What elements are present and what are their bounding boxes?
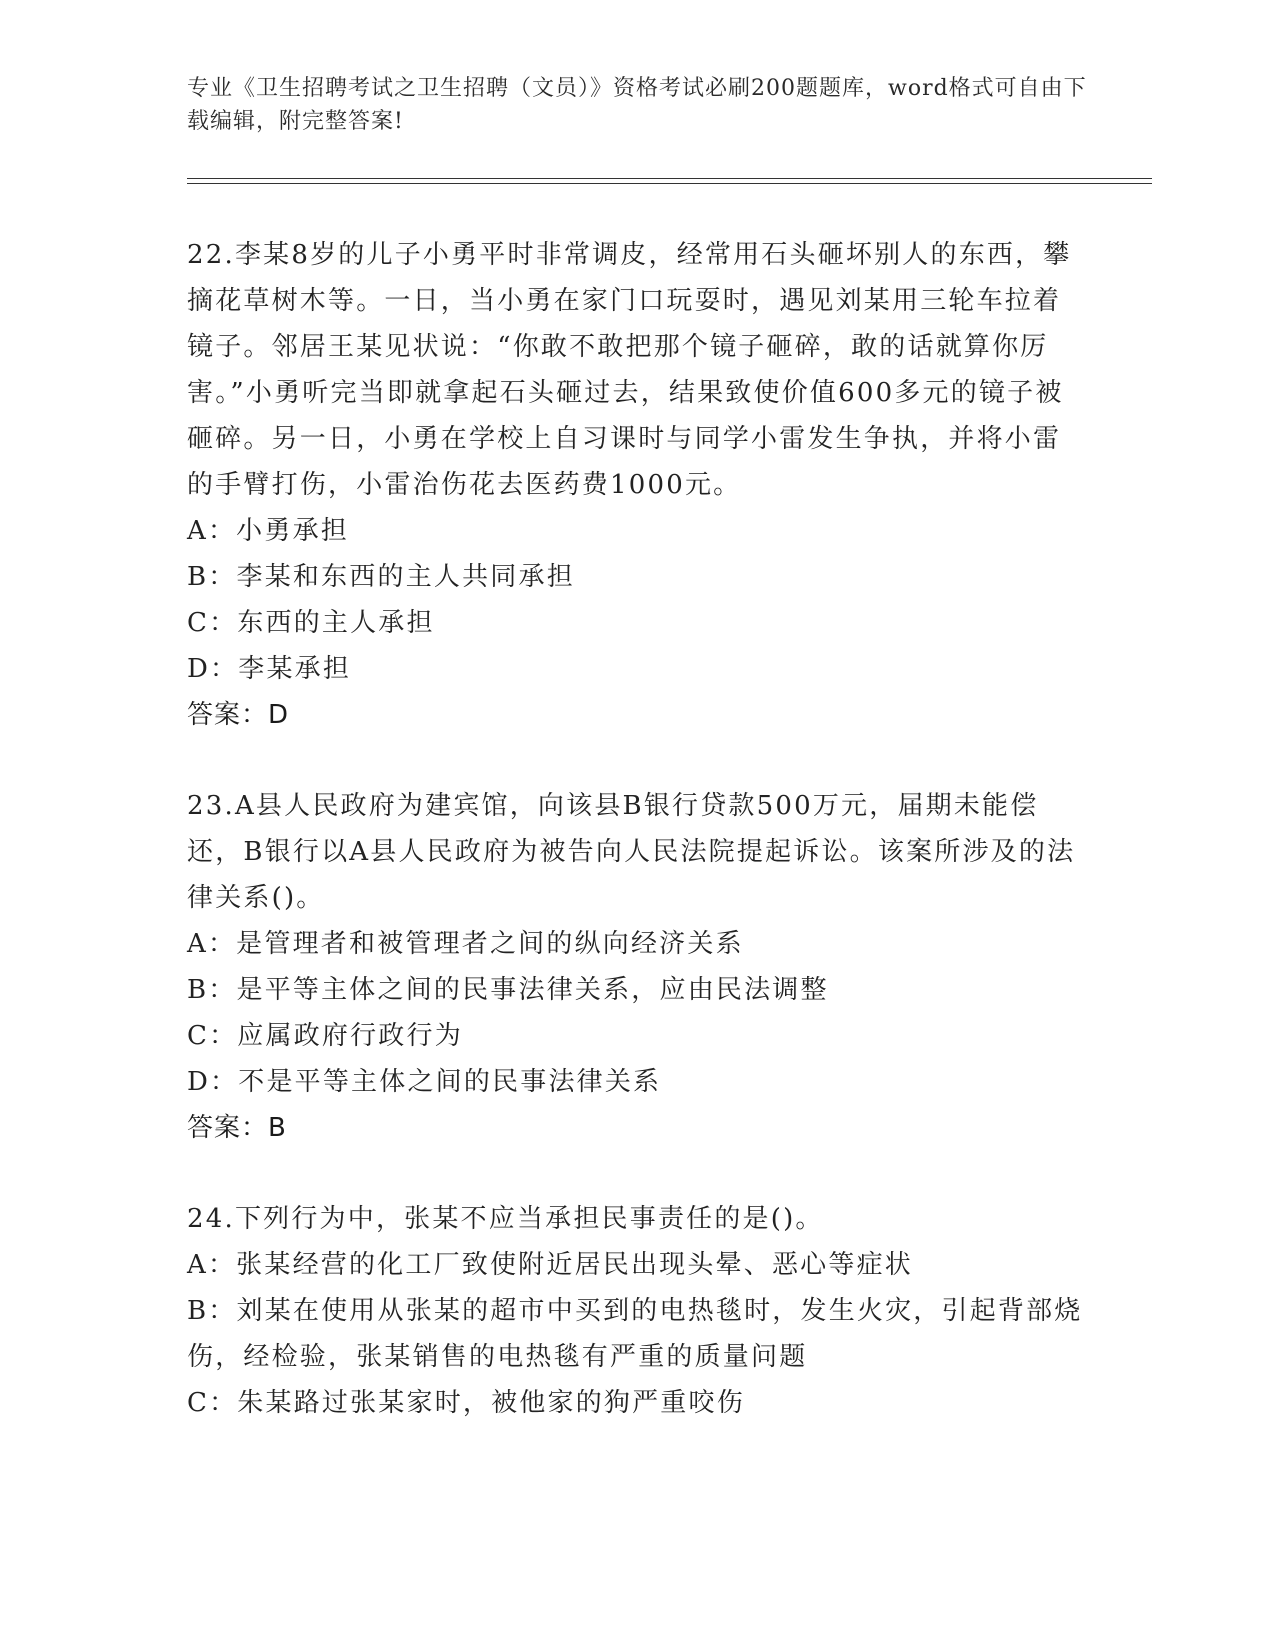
option-c: C：朱某路过张某家时，被他家的狗严重咬伤	[187, 1388, 745, 1418]
option-c: C：东西的主人承担	[187, 608, 435, 638]
document-header: 专业《卫生招聘考试之卫生招聘（文员）》资格考试必刷200题题库，word格式可自由下载编辑，附完整答案!	[187, 76, 1087, 134]
question-22	[187, 232, 1087, 738]
question-list	[187, 232, 1087, 1471]
option-b: B：是平等主体之间的民事法律关系，应由民法调整	[187, 975, 829, 1005]
option-c: C：应属政府行政行为	[187, 1021, 463, 1051]
option-b: B：刘某在使用从张某的超市中买到的电热毯时，发生火灾，引起背部烧伤，经检验，张某销售的电热毯有严重的质量问题	[187, 1296, 1083, 1372]
option-a: A：张某经营的化工厂致使附近居民出现头晕、恶心等症状	[187, 1250, 913, 1280]
header-divider-bottom	[187, 183, 1152, 184]
option-b: B：李某和东西的主人共同承担	[187, 562, 575, 592]
header-divider-top	[187, 178, 1152, 179]
question-stem: 23.A县人民政府为建宾馆，向该县B银行贷款500万元，届期未能偿还，B银行以A县人民政府为被告向人民法院提起诉讼。该案所涉及的法律关系()。	[187, 791, 1076, 913]
answer-label: 答案：	[187, 700, 269, 730]
question-stem: 22.李某8岁的儿子小勇平时非常调皮，经常用石头砸坏别人的东西，攀摘花草树木等。一日，当小勇在家门口玩耍时，遇见刘某用三轮车拉着镜子。邻居王某见状说：“你敢不敢把那个镜子砸碎，敢的话就算你厉害。”小勇听完当即就拿起石头砸过去，结果致使价值600多元的镜子被砸碎。另一日，小勇在学校上自习课时与同学小雷发生争执，并将小雷的手臂打伤，小雷治伤花去医药费1000元。	[187, 240, 1072, 500]
answer-label: 答案：	[187, 1113, 269, 1143]
option-d: D：不是平等主体之间的民事法律关系	[187, 1067, 662, 1097]
option-a: A：是管理者和被管理者之间的纵向经济关系	[187, 929, 744, 959]
answer-value: D	[268, 700, 290, 730]
question-23	[187, 783, 1087, 1151]
answer-line	[187, 692, 1087, 738]
question-stem: 24.下列行为中，张某不应当承担民事责任的是()。	[187, 1204, 824, 1234]
answer-line	[187, 1105, 1087, 1151]
answer-value: B	[268, 1113, 287, 1143]
option-a: A：小勇承担	[187, 516, 349, 546]
option-d: D：李某承担	[187, 654, 352, 684]
question-24	[187, 1196, 1087, 1426]
